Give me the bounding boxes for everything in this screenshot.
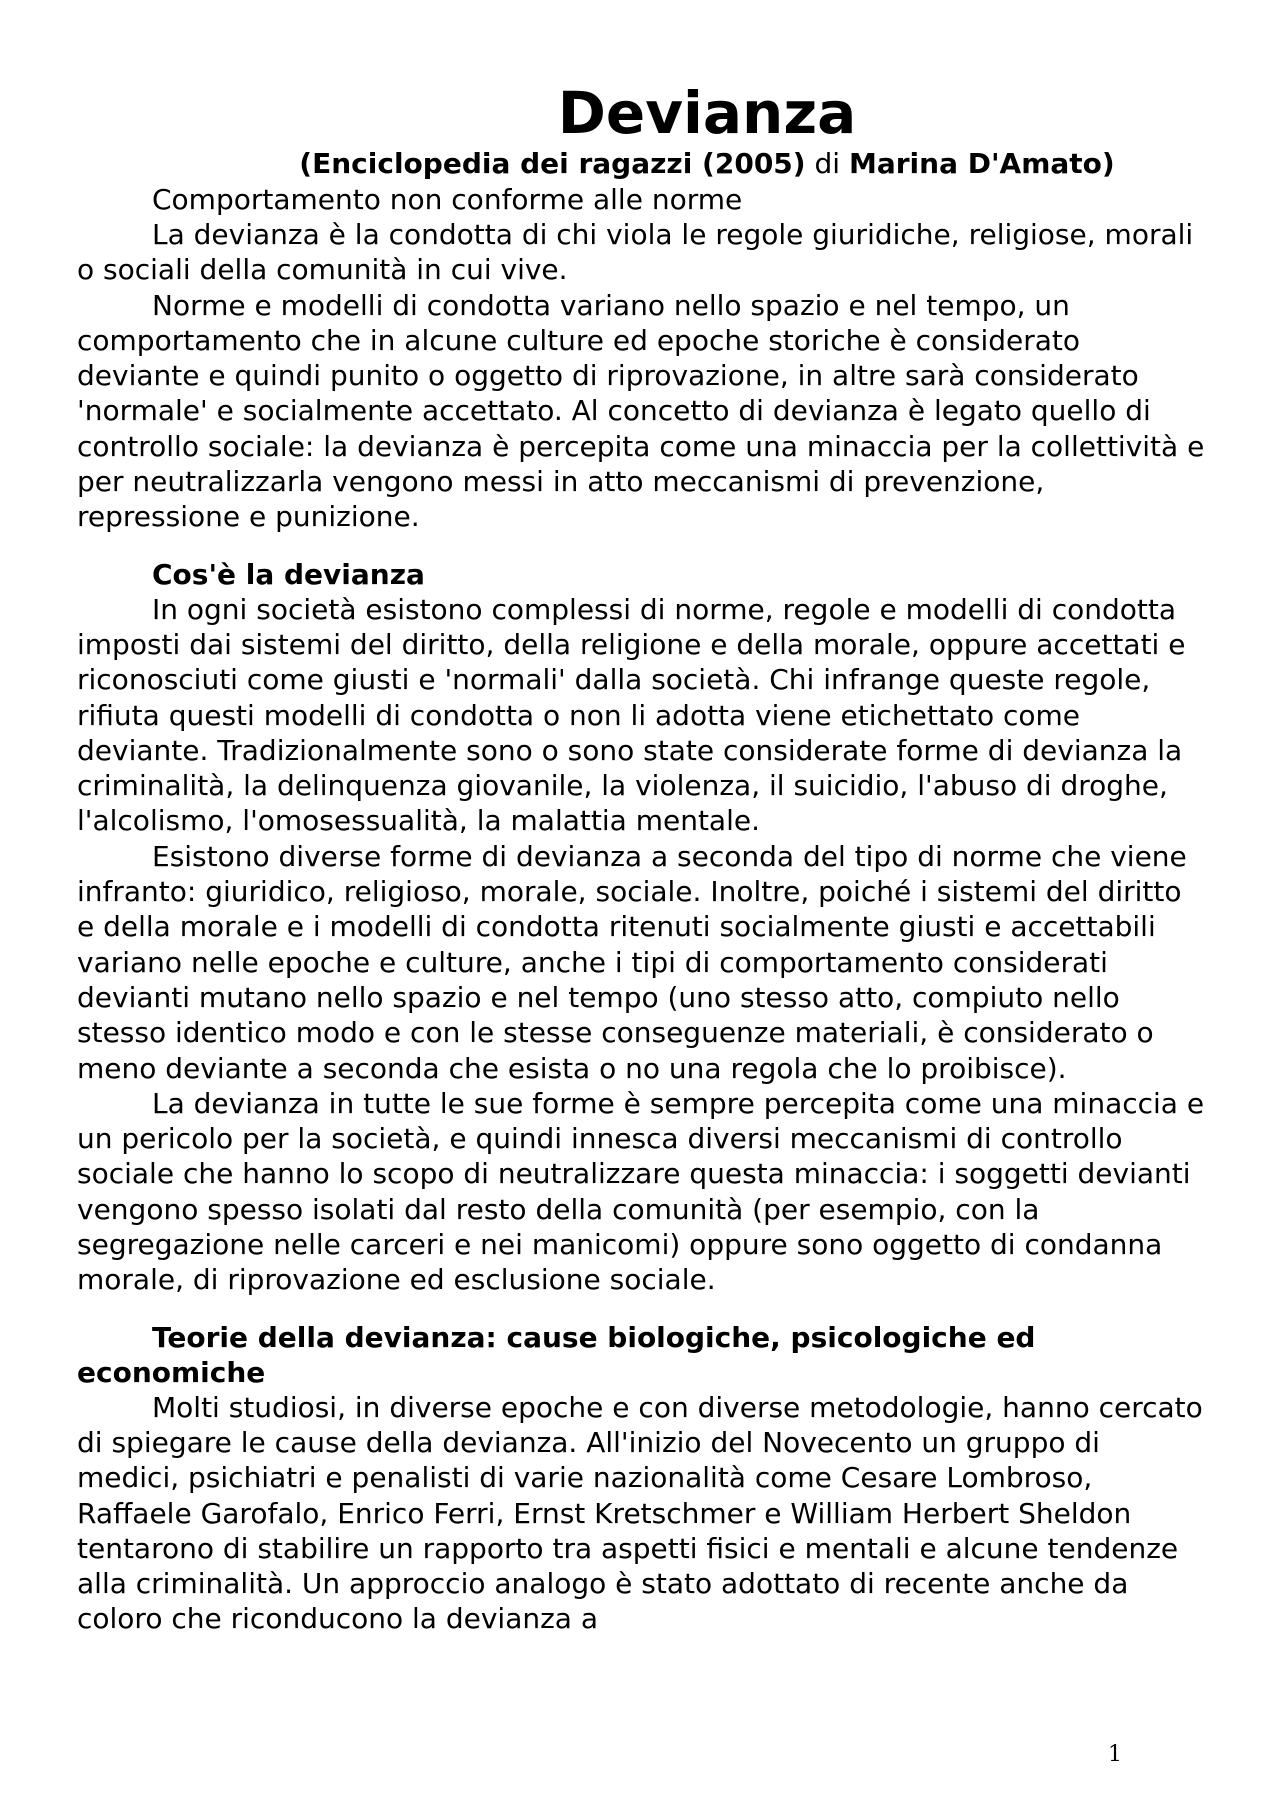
source-reference: (Enciclopedia dei ragazzi (2005): [299, 147, 806, 180]
section-heading: Cos'è la devianza: [152, 557, 425, 591]
document-title: Devianza: [557, 79, 857, 147]
author-name: Marina D'Amato): [848, 147, 1115, 180]
intro-paragraph: La devianza è la condotta di chi viola le regole giuridiche, religiose, morali o sociali della comunità in cui vive.: [77, 218, 1194, 287]
section-paragraph: Esistono diverse forme di devianza a seconda del tipo di norme che viene infranto: giuridico, religioso, morale, sociale. Inoltre, poiché i sistemi del diritto e della morale e i modelli di condotta ritenuti socialmente giusti e accettabili variano nelle epoche e culture, anche i tipi di comportamento considerati devianti mutano nello spazio e nel tempo (uno stesso atto, compiuto nello stesso identico modo e con le stesse conseguenze materiali, è considerato o meno deviante a seconda che esista o no una regola che lo proibisce).: [77, 839, 1187, 1085]
section-paragraph: Molti studiosi, in diverse epoche e con diverse metodologie, hanno cercato di spiegare le cause della devianza. All'inizio del Novecento un gruppo di medici, psichiatri e penalisti di varie nazionalità come Cesare Lombroso, Raffaele Garofalo, Enrico Ferri, Ernst Kretschmer e William Herbert Sheldon tentarono di stabilire un rapporto tra aspetti fisici e mentali e alcune tendenze alla criminalità. Un approccio analogo è stato adottato di recente anche da coloro che riconducono la devianza a: [77, 1390, 1203, 1636]
section-paragraph: La devianza in tutte le sue forme è sempre percepita come una minaccia e un pericolo per la società, e quindi innesca diversi meccanismi di controllo sociale che hanno lo scopo di neutralizzare questa minaccia: i soggetti devianti vengono spesso isolati dal resto della comunità (per esempio, con la segregazione nelle carceri e nei manicomi) oppure sono oggetto di condanna morale, di riprovazione ed esclusione sociale.: [77, 1086, 1205, 1297]
document-page: [77, 80, 1207, 1637]
intro-paragraph: Norme e modelli di condotta variano nello spazio e nel tempo, un comportamento che in alcune culture ed epoche storiche è considerato deviante e quindi punito o oggetto di riprovazione, in altre sarà considerato 'normale' e socialmente accettato. Al concetto di devianza è legato quello di controllo sociale: la devianza è percepita come una minaccia per la collettività e per neutralizzarla vengono messi in atto meccanismi di prevenzione, repressione e punizione.: [77, 288, 1205, 534]
section-heading: Teorie della devianza: cause biologiche, psicologiche ed economiche: [77, 1320, 1036, 1389]
lead-line: Comportamento non conforme alle norme: [152, 183, 743, 216]
section-paragraph: In ogni società esistono complessi di norme, regole e modelli di condotta imposti dai sistemi del diritto, della religione e della morale, oppure accettati e riconosciuti come giusti e 'normali' dalla società. Chi infrange queste regole, rifiuta questi modelli di condotta o non li adotta viene etichettato come deviante. Tradizionalmente sono o sono state considerate forme di devianza la criminalità, la delinquenza giovanile, la violenza, il suicidio, l'abuso di droghe, l'alcolismo, l'omosessualità, la malattia mentale.: [77, 592, 1186, 838]
page-number: 1: [1108, 1742, 1122, 1767]
document-subtitle: [77, 146, 1207, 182]
by-word: di: [814, 147, 841, 180]
